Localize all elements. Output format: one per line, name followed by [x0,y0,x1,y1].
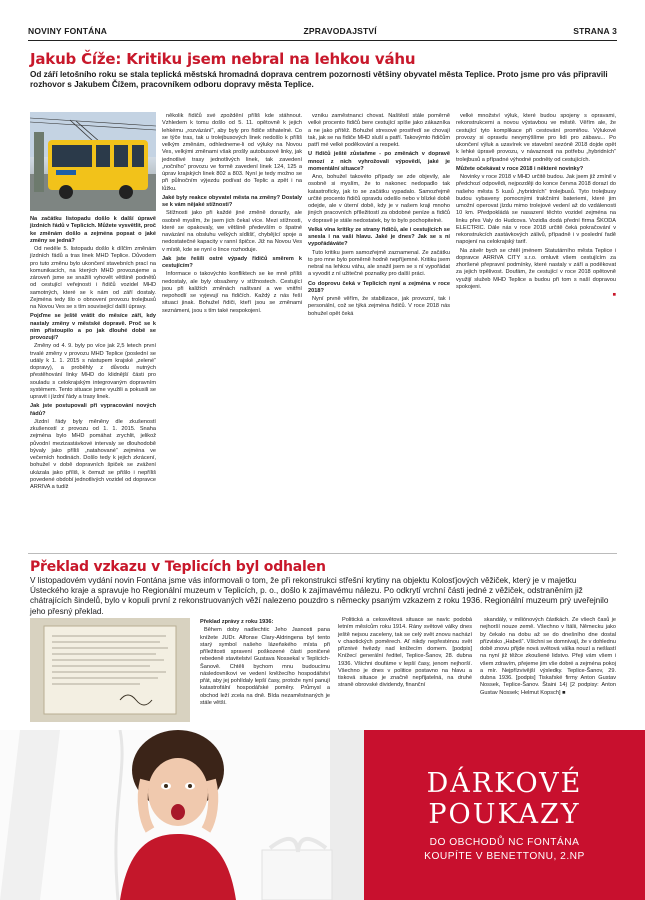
photo-caption-title: Překlad zprávy z roku 1936: [200,619,274,625]
paragraph: Od neděle 5. listopadu došlo k dílčím změnám jízdních řádů a tras linek MHD Teplice. Důvodem pro tuto změnu bylo ukončení stavebních prací na komunikacích, na kterých MHD provozujeme a zároveň jsme se snažili vyhovět většině podnětů od cestující veřejnosti i řidičů vozidel MHD samotných, které se k nám od září dostaly. Zejména tedy šlo o obnovení provozu trolejbusů na Novou Ves se s tím související další úpravy. [30,246,156,310]
end-mark: ■ [612,292,616,298]
paragraph: skandály, v miliónových částkách. Ze všech časů je nejhorší nouze země. Všechno v Itálii, Německu jako by čekalo na dobu až se do dnešního dne dostal přízvisko „Habeš“. Všichni se domnívají, že v dohlednu době znovu přijde nová světová válka nouzí a nešlastí na nyní již těžce zkoušené lidstvo. Přeji vám všem i všem zdravím, přejeme jim vše dobré a zejména pokoj a mír. Nejpřízvivější výsledky. Teplice-Šanov, 29. dubna 1936. [podpis] Tiskařské firmy Anton Gustav Nossek, Teplice-Šanov. Štaini 14) [2 podpisy: Anton Gustav Nossek; Helmut Kopsch] ■ [480,617,616,696]
photo-caption-question: Na začátku listopadu došlo k další úpravě jízdních řádů v Teplicích. Můžete vysvětlit, proč ke změnám došlo a zejména popsat o jaké změny se jedná? [30,216,156,244]
header-divider [28,40,617,41]
ad-subtext [364,836,645,864]
header-page-number: STRANA 3 [573,26,617,36]
interview-question: Co doprovu čeká v Teplicích nyní a zejména v roce 2018? [308,280,450,294]
article2-column-3 [480,617,616,698]
historic-document-photo [30,618,190,722]
paragraph: Ano, bohužel takovéto případy se zde objevily, ale osobně si myslím, že to nakonec nedopadlo tak katastroficky, jak to se začátku vypadalo. Samozřejmě určité procento řidičů opravdu odešlo nebo v blízké době odejde, ale v úterní době, kdy je v našem kraji mnoho jiných pracovních příležitostí za obdobné peníze a řidičů v dopravě je stále nedostatek, by to bylo pochopitelné. [308,174,450,224]
header-section: ZPRAVODAJSTVÍ [303,26,377,36]
article1-column-2 [162,113,302,316]
paragraph: Na závěr bych se chtěl jménem Statutárního města Teplice i dopravce ARRIVA CITY s.r.o. omluvit všem cestujícím za zhoršené přepravní podmínky, které nastaly v září a poděkovat za jejich trpělivost. Doufám, že cestující v roce 2018 opětovně využijí služeb MHD Teplice a budou při tom s naší dopravou spokojeni. [456,247,616,290]
interview-question: Velká vlna kritiky ze strany řidičů, ale i cestujících se snesla i na vaši hlavu. Jaké je dnes? Jak se s ní vypořádáváte? [308,226,450,248]
article1-column-3 [308,113,450,319]
page-header [28,24,617,38]
interview-question: Jak jste postupovali při vypracování nových řádů? [30,403,156,417]
article1-title: Jakub Číže: Kritiku jsem nebral na lehkou váhu [30,50,416,68]
paragraph: Během doby nadlechtic Jeho Jasnosti pana knížete JUDr. Alfonse Clary-Aldringena byl tento starý symbol našeho lázeňského místa při příležitosti spravení poškozené části poničené rebedeně stavitelství Gustava Nossekal v Teplicích-Šanově. Chtěli bychom mnu budoucímu následovníkovi ve vedení kněžecího hospodářství přát, aby jej pohlídaly lepší časy, protože nyní panují katastrofální hospodářské poměry. Průmysl a obchod leží zcela na dně. Bída nezaměstnaných je stále větší. [200,627,330,706]
ad-subtext-line-2: KOUPÍTE V BENETTONU, 2.NP [424,851,585,862]
interview-question: Pojďme se ještě vrátit do měsíce září, kdy nastaly změny v městské dopravě. Proč se k nim přistoupilo a po jak dlouhé době se provozují? [30,313,156,341]
ad-subtext-line-1: DO OBCHODŮ NC FONTÁNA [429,837,580,848]
paragraph: Stížnosti jako při každé jiné změně dorazily, ale osobně myslím, že jsem jich čekal více. Mezi stížnosti, které se opakovaly, we většině především o špatné navázání na obsluhu velkých sídlišť, chybějící spoje a nedostatečné kapacity v ranní špičce. Již na Novou Ves v místě, kde se nyní o lince rozhoduje. [162,210,302,253]
paragraph: Změny od 4. 9. byly po více jak 2,5 letech první trvalé změny v provozu MHD Teplice (poslední se udály k 1. 1. 2015 s nástupem krajské „zelené“ dopravy), a proběhly z důvodu nutných přestěhování linky MHD do klidnější části pro souladu s celokrajským integrovaným dopravním systémem. Tento situace jsme využili a pokusili se upravit i jízdní řády a trasy linek. [30,343,156,400]
ad-headline-line-2: POUKAZY [428,799,581,830]
ad-headline-line-1: DÁRKOVÉ [426,768,583,799]
interview-question: Jak jste řešili ostré výpady řidičů směrem k cestujícím? [162,255,302,269]
article2-column-1 [200,617,330,708]
woman-with-gift-illustration [0,730,364,900]
paragraph: několik řidičů své zpoždění příliš kde stáhnout. Vzhledem k tomu došlo od 5. 11. opětovně k jejich lehkému „rozvázání“, aby byly pro řidiče stihatelné. Co se týče tras, tak u trolejbusových linek nedošlo k příliš velkým změnám, odhledneme-li od výluky na Novou Ves, velkými změnami však prošly autobusové linky, jak jednotlivé trasy jednotlivých linek, tak zavedení „nočního“ provozu ve formě zavedení linek 124, 125 a úprav krajských linek 802 a 803. Nyní je tedy možno se při půlnočním výjezdu podívat do Teplic a zpět i na lůžku. [162,113,302,192]
article2-title: Překlad vzkazu v Teplicích byl odhalen [30,559,326,575]
article2-lead: V listopadovém vydání novin Fontána jsme vás informovali o tom, že při rekonstrukci střešní krytiny na objektu Kolosťjových věžiček, který je v majetku Ústeckého kraje a spravuje ho Regionální muzeum v Teplicích, p. o., došlo k zajímavému nálezu. Po odkrytí vrchní části jedné z věžiček, odstraněním již chátrajících šindelů, bylo v kopuli první z rekonstruovaných věží nalezeno pouzdro s německy psaným vzkazem z roku 1936. Regionální muzeum prý uveřejnilo jeho přesný překlad. [30,576,609,616]
paragraph: Tuto kritiku jsem samozřejmě zaznamenal. Ze začátku to pro mne bylo poměrně hodně nepříjemné. Kritiku jsem nebral na lehkou váhu, ale snažil jsem se s ní vypořádat a vyvodit z ní užitečné poznatky pro další práci. [308,249,450,278]
article1-column-4 [456,113,616,300]
interview-question: U řidičů ještě zůstaňme - po změnách v dopravě mnozí z nich vyhrožovali výpovědí, jaké je momentální situace? [308,151,450,172]
interview-question: Jaké byly reakce obyvatel města na změny? Dostaly se k vám nějaké stížnosti? [162,194,302,208]
paragraph: Politická a celosvětová situace se navíc podobá letním měsícům roku 1914. Rány světové války dnes ještě nejsou zaceleny, tak se celý svět znovu nachází v chaotických poměrech. Ať nikdy nepřesténou svět příznivé hvězdy nad knížecím domem. [podpis] Knížecí generální ředitel, Teplice-Šanov, 28. dubna 1936. Všichni doufáme v lepší časy, jenom nejhorší. Všechno je dnes v politice postavno na hlavu a tisková situace je značně nepřijatelná, na druhé straně obrovské dividendy, finanční [338,617,472,689]
article-divider [28,553,617,554]
paragraph: Informace o takovýchto konfliktech se ke mně příliš nedostaly, ale byly obsaženy v stížnostech. Cestující jsou při kaližích změnách naštvaní a we vnitřní nepohodlí se vyjevují na řidičích. Každý z nás řeší situaci jinak. Bohužel řidiči, kteří jsou se změnami seznámeni, jsou s tím také nespokojení. [162,271,302,314]
paragraph: Nyní prvně věřím, že stabilizace, jak provozní, tak i personální, což se týká zejména řidičů. V roce 2018 nás bohužel opět čeká [308,296,450,317]
article1-lead: Od září letošního roku se stala teplická městská hromadná doprava centrem pozornosti většiny obyvatel města Teplice. Proto jsme pro vás připravili rozhovor s Jakubem Čížem, pracovníkem odboru dopravy města Teplice. [30,70,608,90]
gift-voucher-advertisement [0,730,645,900]
header-publication: NOVINY FONTÁNA [28,26,108,36]
ad-headline [364,768,645,830]
trolleybus-photo [30,112,156,211]
paragraph: Jízdní řády byly měněny dle zkušeností zkušeností z provozu od 1. 1. 2015. Snaha zejména bylo MHD pomáhat zrychlit, jelikož původní mezizastávkové intervaly se dlouhodobě bývaly jako příliš „natahované“ zejména ve večerních hodinách. Došlo tedy k jejich zkrácení, bohužel v době dopravních špiček se zvážení ukázala jako příliš, k čemuž se přišlo i nepříliš povedené období jednotlivých vozidel od dopravce ARRIVA a tudíž [30,418,156,490]
interview-question: Můžete očekávat v roce 2018 i některé novinky? [456,165,584,172]
paragraph: vzniku zaměstnanci chovat. Naštěstí stále poměrně velké procento řidičů bere cestující spíše jako zákazníka a ne jako přítěž. Bohužel stresové prostředí se chovají tak, jak se na řidiče MHD sluší a patří. Takovýmto řidičům patří mé velké poděkování a respekt. [308,113,450,148]
article2-column-2 [338,617,472,691]
paragraph: Novinky v roce 2018 v MHD určitě budou. Jak jsem již zmínil v předchozí odpovědi, nejpozději do konce června 2018 dorazí do našeho města 5 kusů „hybridních“ trolejbusů. Tyto trolejbusy budou vybaveny pomocnými trakčními bateriemi, které jim umožní operovat jízdu mimo trolejové vedení až do vzdálenosti 10 km. Předpokládá se nasazení těchto vozidel zejména na linku přes Valy do Hudcova. Vozidla dodá přední firma ŠKODA ELECTRIC. Dále nás v roce 2018 určitě čeká pokračování v rekonstrukcích zastávkových zálivů, případně i v poslední řadě napojení na celokrajský tarif. [456,174,616,246]
article1-column-1 [30,214,156,492]
paragraph: velké množství výluk, které budou spojeny s opravami, rekonstrukcemi a novou výstavbou ve městě. Věřím ale, že cestující tyto komplikace při cestování promiňou. Výlukové provozy si opravdu nevymýšlíme pro lidi pro zábavu... Po ukončení výluk a uzavírek ve stavební sezóně 2018 dojde opět k lehké úpravě provozu, v návaznosti na potřebu „hybridních“ trolejbusů a případné výhodné podněty od cestujících. [456,113,616,163]
